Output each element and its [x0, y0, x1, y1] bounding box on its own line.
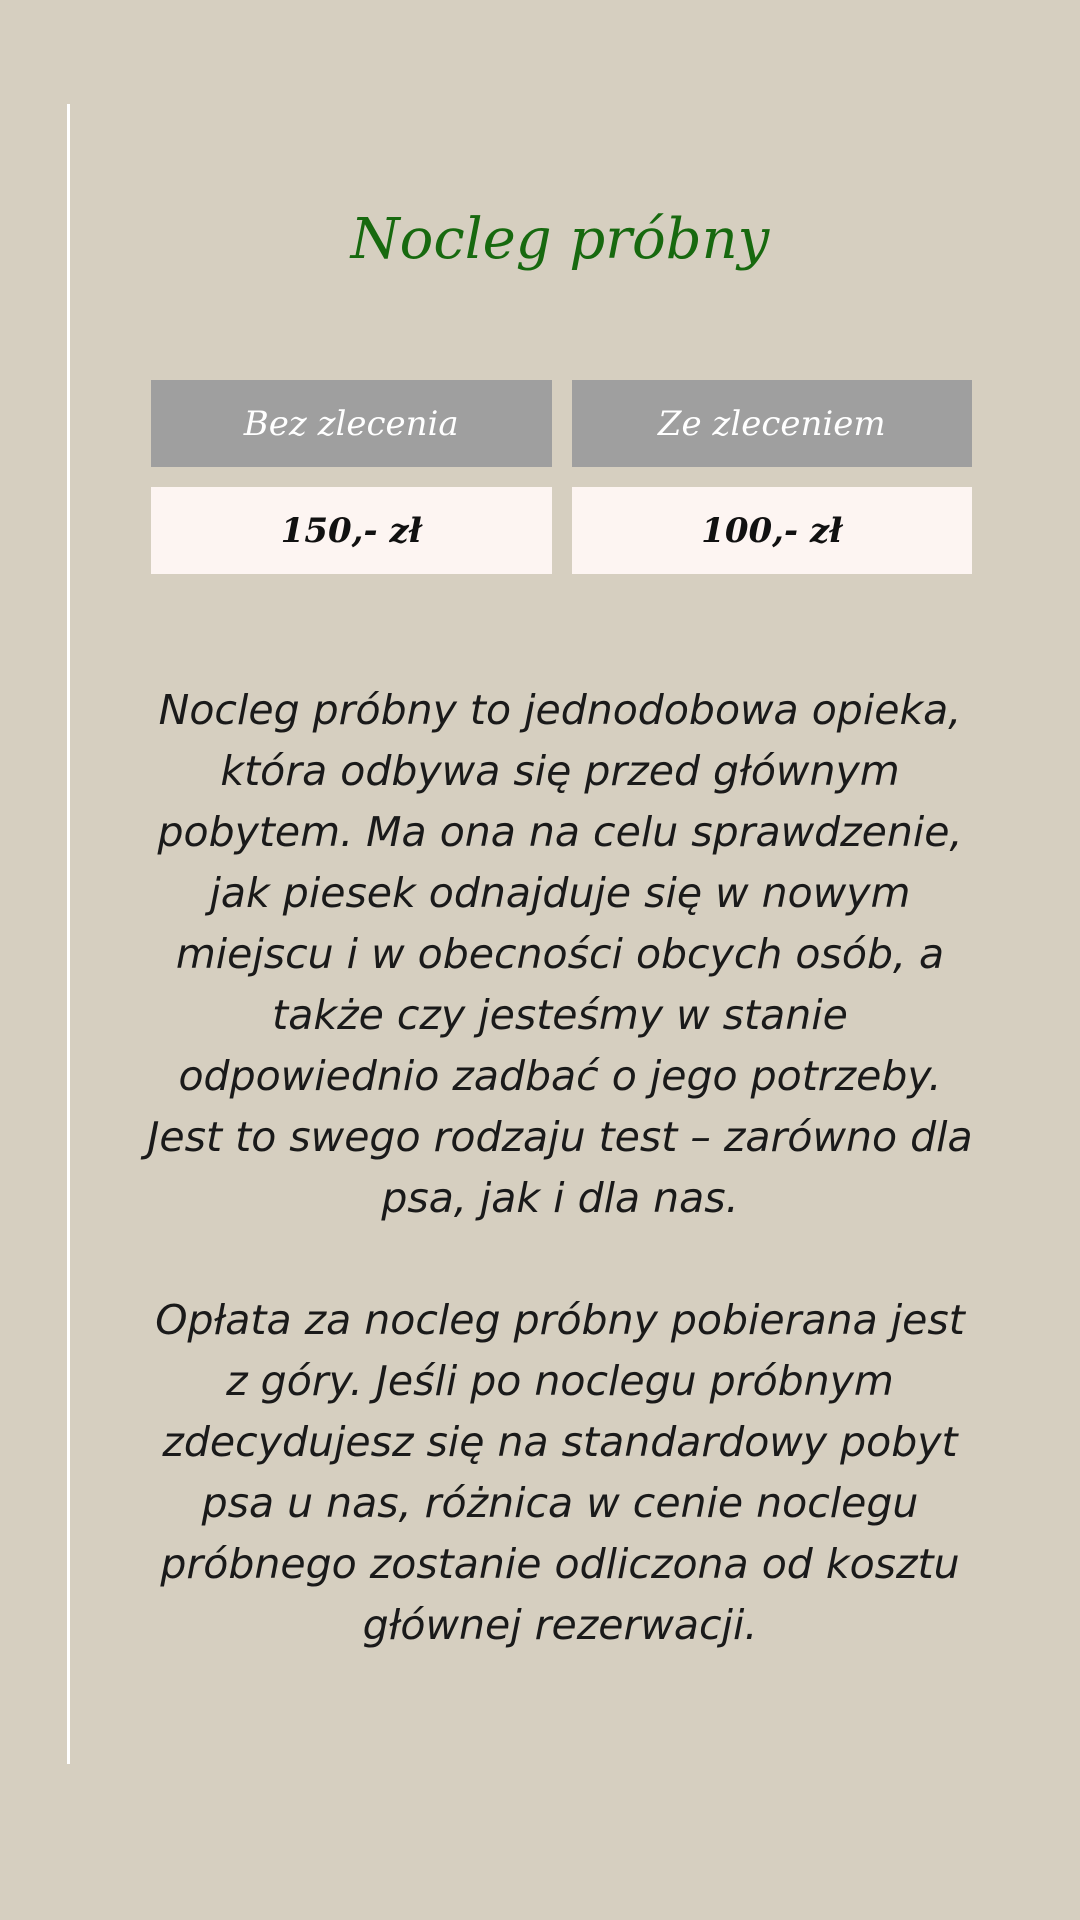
vertical-divider — [67, 104, 70, 1764]
price-value-with-referral: 100,- zł — [572, 487, 973, 574]
price-table — [151, 380, 972, 574]
price-table-value-row — [151, 487, 972, 574]
price-value-without-referral: 150,- zł — [151, 487, 552, 574]
price-table-header-row — [151, 380, 972, 467]
payment-info-paragraph: Opłata za nocleg próbny pobierana jest z góry. Jeśli po noclegu próbnym zdecydujesz się na standardowy pobyt psa u nas, różnica w cenie noclegu próbnego zostanie odliczona od kosztu głównej rezerwacji. — [155, 1296, 965, 1649]
price-header-without-referral: Bez zlecenia — [151, 380, 552, 467]
page-title: Nocleg próbny — [350, 207, 770, 272]
price-header-with-referral: Ze zleceniem — [572, 380, 973, 467]
description-paragraph: Nocleg próbny to jednodobowa opieka, która odbywa się przed głównym pobytem. Ma ona na celu sprawdzenie, jak piesek odnajduje się w nowym miejscu i w obecności obcych osób, a także czy jesteśmy w stanie odpowiednio zadbać o jego potrzeby. Jest to swego rodzaju test – zarówno dla psa, jak i dla nas. — [147, 686, 973, 1222]
description-block — [140, 680, 980, 1656]
